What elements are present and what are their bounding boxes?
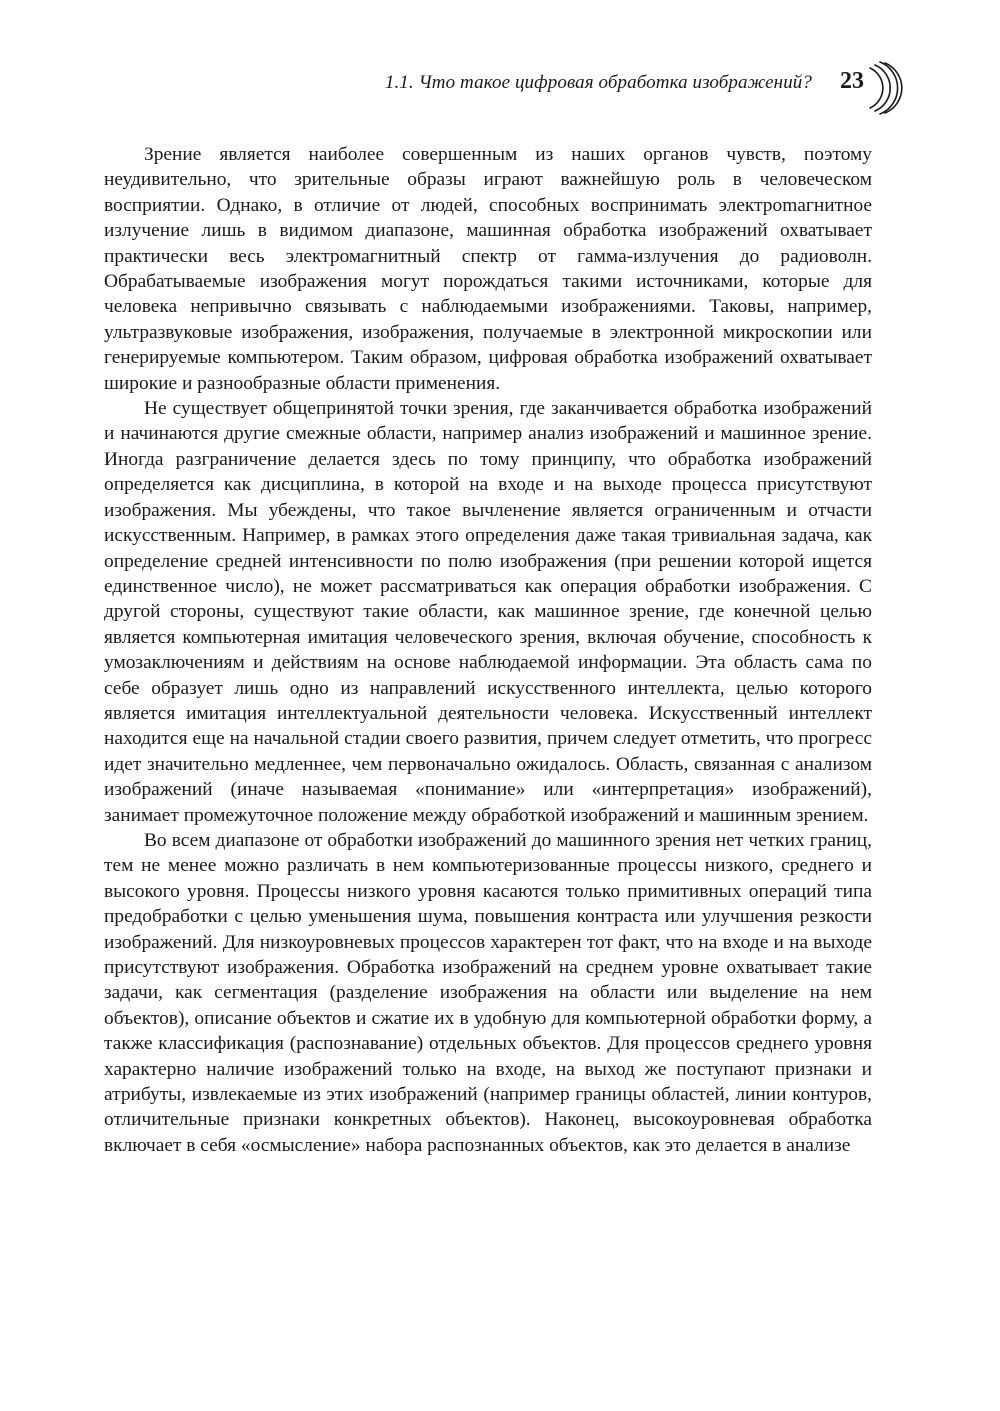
paragraph: Зрение является наиболее совершенным из наших органов чувств, поэтому неудивительно, что зрительные образы играют важнейшую роль в человеческом восприятии. Однако, в отличие от людей, способных воспринимать электроmагнитное излучение лишь в видимом диапазоне, машинная обработка изображений охватывает практически весь электромагнитный спектр от гамма-излучения до радиоволн. Обрабатываемые изображения могут порождаться такими источниками, которые для человека непривычно связывать с наблюдаемыми изображениями. Таковы, например, ультразвуковые изображения, изображения, получаемые в электронной микроскопии или генерируемые компьютером. Таким образом, цифровая обработка изображений охватывает широкие и разнообразные области применения. — [104, 144, 872, 394]
paragraph: Во всем диапазоне от обработки изображений до машинного зрения нет четких границ, тем не менее можно различать в нем компьютеризованные процессы низкого, среднего и высокого уровня. Процессы низкого уровня касаются только примитивных операций типа предобработки с целью уменьшения шума, повышения контраста или улучшения резкости изображений. Для низкоуровневых процессов характерен тот факт, что на входе и на выходе присутствуют изображения. Обработка изображений на среднем уровне охватывает такие задачи, как сегментация (разделение изображения на области или выделение на нем объектов), описание объектов и сжатие их в удобную для компьютерной обработки форму, а также классификация (распознавание) отдельных объектов. Для процессов среднего уровня характерно наличие изображений только на входе, на выход же поступают признаки и атрибуты, извлекаемые из этих изображений (например границы областей, линии контуров, отличительные признаки конкретных объектов). Наконец, высокоуровневая обработка включает в себя «осмысление» набора распознанных объектов, как это делается в анализе — [104, 829, 872, 1156]
paragraph: Не существует общепринятой точки зрения, где заканчивается обработка изображений и начинаются другие смежные области, например анализ изображений и машинное зрение. Иногда разграничение делается здесь по тому принципу, что обработка изображений определяется как дисциплина, в которой на входе и на выходе процесса присутствуют изображения. Мы убеждены, что такое вычленение является ограниченным и отчасти искусственным. Например, в рамках этого определения даже такая тривиальная задача, как определение средней интенсивности по полю изображения (при решении которой ищется единственное число), не может рассматриваться как операция обработки изображения. С другой стороны, существуют такие области, как машинное зрение, где конечной целью является компьютерная имитация человеческого зрения, включая обучение, способность к умозаключениям и действиям на основе наблюдаемой информации. Эта область сама по себе образует лишь одно из направлений искусственного интеллекта, целью которого является имитация интеллектуальной деятельности человека. Искусственный интеллект находится еще на начальной стадии своего развития, причем следует отметить, что прогресс идет значительно медленнее, чем первоначально ожидалось. Область, связанная с анализом изображений (иначе называемая «понимание» или «интерпретация» изображений), занимает промежуточное положение между обработкой изображений и машинным зрением. — [104, 398, 872, 826]
page-number: 23 — [840, 68, 864, 94]
body-text — [104, 142, 872, 1158]
arc-ornament-icon — [856, 60, 906, 116]
running-title: 1.1. Что такое цифровая обработка изображений? — [384, 72, 812, 93]
running-header — [0, 60, 1000, 120]
